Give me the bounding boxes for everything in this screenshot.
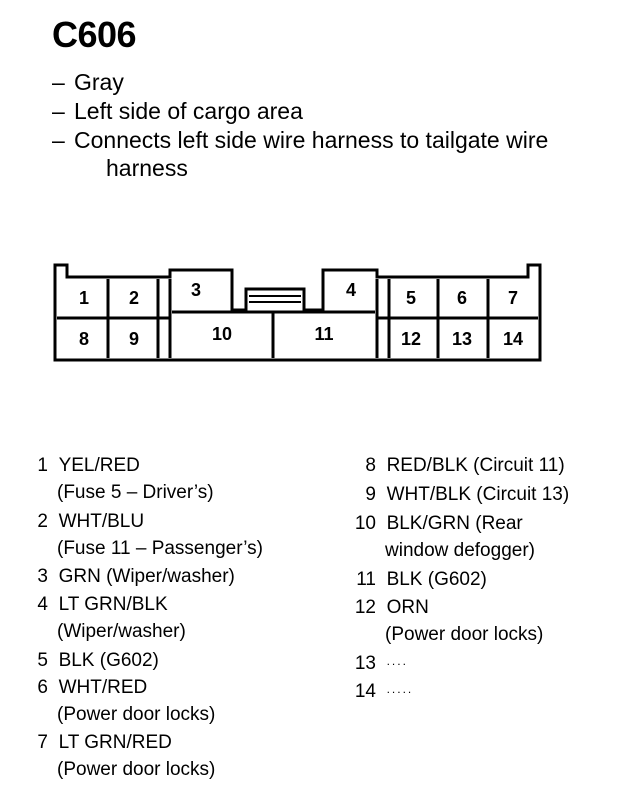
legend-pin-1: 1 YEL/RED	[37, 455, 140, 476]
detail-location: – Left side of cargo area	[52, 98, 303, 124]
legend-pin-2: 2 WHT/BLU	[37, 511, 145, 532]
pin-10-label: 10	[211, 324, 233, 344]
legend-pin-6: 6 WHT/RED	[37, 677, 148, 698]
pin-5-label: 5	[405, 288, 417, 308]
legend-pin-6-desc: (Power door locks)	[57, 704, 216, 725]
legend-pin-9: 9 WHT/BLK (Circuit 13)	[365, 484, 570, 505]
pin-3-label: 3	[190, 280, 202, 300]
legend-pin-12-desc: (Power door locks)	[385, 624, 544, 645]
legend-pin-4: 4 LT GRN/BLK	[37, 594, 168, 615]
pin-6-label: 6	[456, 288, 468, 308]
legend-pin-11: 11 BLK (G602)	[356, 569, 487, 590]
legend-pin-3: 3 GRN (Wiper/washer)	[37, 566, 235, 587]
pin-14-label: 14	[502, 329, 524, 349]
connector-title: C606	[52, 14, 137, 55]
detail-color: – Gray	[52, 69, 124, 95]
legend-pin-12: 12 ORN	[354, 597, 429, 618]
legend-pin-10: 10 BLK/GRN (Rear	[354, 513, 523, 534]
pin-9-label: 9	[128, 329, 140, 349]
detail-function: – Connects left side wire harness to tailgate wire	[52, 127, 549, 153]
legend-pin-10-desc: window defogger)	[385, 540, 535, 561]
legend-pin-2-desc: (Fuse 11 – Passenger’s)	[57, 538, 263, 559]
pin-11-label: 11	[314, 324, 334, 344]
pin-8-label: 8	[78, 329, 90, 349]
legend-pin-4-desc: (Wiper/washer)	[57, 621, 186, 642]
legend-pin-13: 13 ....	[354, 653, 408, 674]
pin-4-label: 4	[345, 280, 357, 300]
legend-pin-7: 7 LT GRN/RED	[37, 732, 172, 753]
legend-pin-14: 14 .....	[354, 681, 414, 702]
detail-function-continued: harness	[106, 155, 188, 181]
legend-pin-7-desc: (Power door locks)	[57, 759, 216, 780]
pin-7-label: 7	[507, 288, 519, 308]
legend-pin-8: 8 RED/BLK (Circuit 11)	[365, 455, 565, 476]
pin-13-label: 13	[451, 329, 473, 349]
legend-pin-1-desc: (Fuse 5 – Driver’s)	[57, 482, 214, 503]
pin-12-label: 12	[400, 329, 422, 349]
pin-2-label: 2	[128, 288, 140, 308]
pin-1-label: 1	[78, 288, 90, 308]
legend-pin-5: 5 BLK (G602)	[37, 650, 159, 671]
